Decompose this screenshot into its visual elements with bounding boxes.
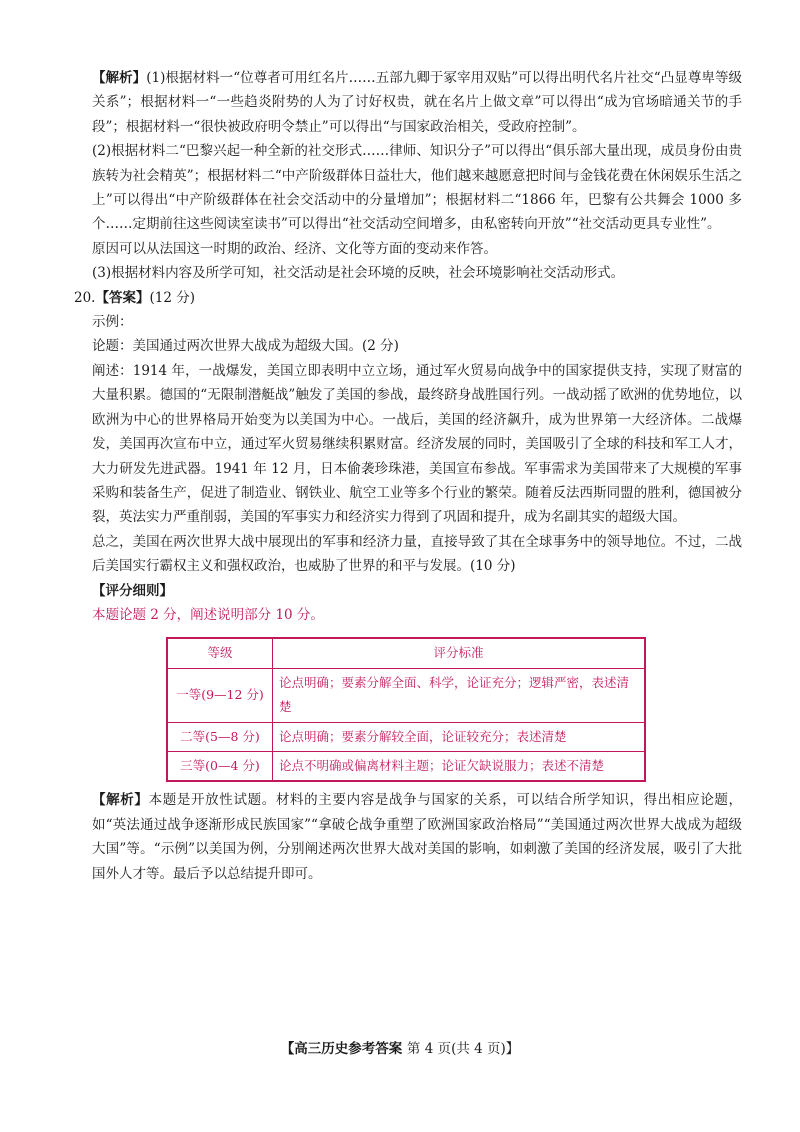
grading-level: 三等(0—4 分) bbox=[167, 751, 273, 781]
answer-tag: 【答案】 bbox=[95, 289, 150, 306]
content-area bbox=[74, 66, 743, 886]
page-footer bbox=[0, 1037, 800, 1057]
analysis-1-para-3: 原因可以从法国这一时期的政治、经济、文化等方面的变动来作答。 bbox=[92, 240, 497, 257]
q20-points: (12 分) bbox=[149, 289, 195, 306]
analysis-1-para-1 bbox=[92, 66, 742, 139]
analysis-1-para-4: (3)根据材料内容及所学可知，社交活动是社会环境的反映，社会环境影响社交活动形式。 bbox=[92, 265, 625, 282]
grading-table-header bbox=[167, 638, 645, 668]
q20-body-1: 阐述：1914 年，一战爆发，美国立即表明中立立场，通过军火贸易向战争中的国家提供支持，实现了财富的大量积累。德国的“无限制潜艇战”触发了美国的参战，最终跻身战胜国行列。一战动摇了欧洲的优势地位，以欧洲为中心的世界格局开始变为以美国为中心。一战后，美国的经济飙升，成为世界第一大经济体。二战爆发，美国再次宣布中立，通过军火贸易继续积累财富。经济发展的同时，美国吸引了全球的科技和军工人才，大力研发先进武器。1941 年 12 月，日本偷袭珍珠港，美国宣布参战。军事需求为美国带来了大规模的军事采购和装备生产，促进了制造业、钢铁业、航空工业等多个行业的繁荣。随着反法西斯同盟的胜利，德国被分裂，英法实力严重削弱，美国的军事实力和经济实力得到了巩固和提升，成为名副其实的超级大国。 bbox=[92, 362, 742, 526]
rubric-tag: 【评分细则】 bbox=[92, 582, 173, 599]
grading-table bbox=[166, 637, 646, 782]
grading-level: 二等(5—8 分) bbox=[167, 722, 273, 751]
grading-header-standard: 评分标准 bbox=[273, 638, 646, 668]
q20-thesis: 论题：美国通过两次世界大战成为超级大国。(2 分) bbox=[92, 338, 399, 355]
table-row bbox=[167, 722, 645, 751]
footer-page-number: 第 4 页(共 4 页)】 bbox=[406, 1041, 520, 1057]
analysis-1-para-2: (2)根据材料二“巴黎兴起一种全新的社交形式……律师、知识分子”可以得出“俱乐部大量出现，成员身份由贵族转为社会精英”；根据材料二“中产阶级群体日益壮大，他们越来越愿意把时间与金钱花费在休闲娱乐生活之上”可以得出“中产阶级群体在社会交活动中的分量增加”；根据材料二“1866 年，巴黎有公共舞会 1000 多个……定期前往这些阅读室读书”可以得出“社交活动空间增多，由私密转向开放”“社交活动更具专业性”。 bbox=[92, 143, 742, 233]
q20-example-label: 示例： bbox=[92, 314, 133, 331]
table-row bbox=[167, 751, 645, 781]
grading-standard: 论点明确；要素分解全面、科学，论证充分；逻辑严密，表述清楚 bbox=[273, 668, 646, 722]
grading-header-level: 等级 bbox=[167, 638, 273, 668]
q20-analysis-text: 本题是开放性试题。材料的主要内容是战争与国家的关系，可以结合所学知识，得出相应论题，如“英法通过战争逐渐形成民族国家”“拿破仑战争重塑了欧洲国家政治格局”“美国通过两次世界大战成为超级大国”等。“示例”以美国为例，分别阐述两次世界大战对美国的影响，如刺激了美国的经济发展，吸引了大批国外人才等。最后予以总结提升即可。 bbox=[92, 792, 742, 882]
footer-title: 【高三历史参考答案 bbox=[280, 1041, 403, 1057]
analysis-tag: 【解析】 bbox=[92, 70, 147, 86]
q20-body-2: 总之，美国在两次世界大战中展现出的军事和经济力量，直接导致了其在全球事务中的领导地位。不过，二战后美国实行霸权主义和强权政治，也威胁了世界的和平与发展。(10 分) bbox=[92, 533, 742, 575]
q20-header bbox=[74, 286, 742, 310]
analysis-1-text-1: (1)根据材料一“位尊者可用红名片……五部九卿于冢宰用双贴”可以得出明代名片社交“凸显尊卑等级关系”；根据材料一“一些趋炎附势的人为了讨好权贵，就在名片上做文章”可以得出“成为官场暗通关节的手段”；根据材料一“很快被政府明令禁止”可以得出“与国家政治相关，受政府控制”。 bbox=[92, 70, 743, 135]
rubric-note: 本题论题 2 分，阐述说明部分 10 分。 bbox=[92, 606, 324, 623]
q20-analysis bbox=[92, 788, 742, 886]
grading-standard: 论点明确；要素分解较全面，论证较充分；表述清楚 bbox=[273, 722, 646, 751]
q20-number: 20. bbox=[74, 289, 96, 306]
table-row bbox=[167, 668, 645, 722]
grading-level: 一等(9—12 分) bbox=[167, 668, 273, 722]
analysis-tag: 【解析】 bbox=[92, 792, 149, 809]
grading-standard: 论点不明确或偏离材料主题；论证欠缺说服力；表述不清楚 bbox=[273, 751, 646, 781]
